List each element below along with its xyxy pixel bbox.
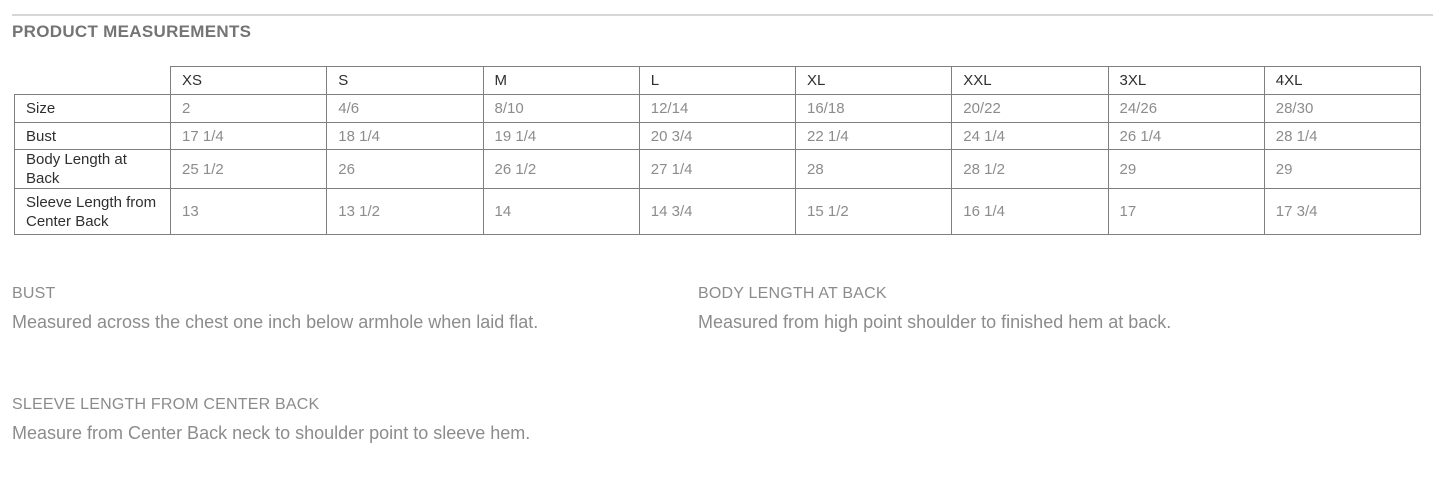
measurement-cell: 26 1/2 — [483, 150, 639, 189]
measurement-cell: 26 1/4 — [1108, 123, 1264, 150]
definition-description: Measured from high point shoulder to finished hem at back. — [698, 312, 1172, 332]
measurement-cell: 24 1/4 — [952, 123, 1108, 150]
measurement-cell: 19 1/4 — [483, 123, 639, 150]
measurement-cell: 15 1/2 — [796, 189, 952, 235]
product-measurements-section — [0, 14, 1445, 444]
measurement-cell: 22 1/4 — [796, 123, 952, 150]
measurement-cell: 20 3/4 — [639, 123, 795, 150]
definition-body-length — [698, 284, 1433, 333]
row-label-bust: Bust — [15, 123, 171, 150]
empty-cell — [698, 395, 1433, 444]
measurement-cell: 16/18 — [796, 95, 952, 123]
row-label-sleeve-length: Sleeve Length from Center Back — [15, 189, 171, 235]
measurement-cell: 27 1/4 — [639, 150, 795, 189]
section-divider — [12, 14, 1433, 16]
measurement-cell: 20/22 — [952, 95, 1108, 123]
measurement-cell: 24/26 — [1108, 95, 1264, 123]
measurement-cell: 14 3/4 — [639, 189, 795, 235]
section-title: PRODUCT MEASUREMENTS — [12, 22, 252, 41]
column-header-l: L — [639, 67, 795, 95]
column-header-s: S — [327, 67, 483, 95]
measurement-cell: 17 3/4 — [1264, 189, 1420, 235]
measurement-cell: 8/10 — [483, 95, 639, 123]
measurement-cell: 18 1/4 — [327, 123, 483, 150]
measurement-cell: 28 1/4 — [1264, 123, 1420, 150]
corner-cell — [15, 67, 171, 95]
definition-heading: BODY LENGTH AT BACK — [698, 285, 887, 302]
measurement-cell: 16 1/4 — [952, 189, 1108, 235]
column-header-xxl: XXL — [952, 67, 1108, 95]
size-chart-table — [14, 66, 1421, 235]
table-row-sleeve-length — [15, 189, 1421, 235]
measurement-cell: 26 — [327, 150, 483, 189]
measurement-cell: 25 1/2 — [171, 150, 327, 189]
column-header-3xl: 3XL — [1108, 67, 1264, 95]
measurement-cell: 17 1/4 — [171, 123, 327, 150]
measurement-cell: 17 — [1108, 189, 1264, 235]
measurement-cell: 28 1/2 — [952, 150, 1108, 189]
column-header-4xl: 4XL — [1264, 67, 1420, 95]
definition-description: Measure from Center Back neck to shoulder point to sleeve hem. — [12, 423, 531, 443]
size-chart-header-row — [15, 67, 1421, 95]
table-row-bust — [15, 123, 1421, 150]
column-header-m: M — [483, 67, 639, 95]
measurement-cell: 14 — [483, 189, 639, 235]
measurement-cell: 12/14 — [639, 95, 795, 123]
row-label-size: Size — [15, 95, 171, 123]
measurement-cell: 28 — [796, 150, 952, 189]
measurement-definitions — [12, 284, 1433, 444]
definition-heading: SLEEVE LENGTH FROM CENTER BACK — [12, 396, 320, 413]
definition-heading: BUST — [12, 285, 56, 302]
measurement-cell: 29 — [1108, 150, 1264, 189]
definition-sleeve-length — [12, 395, 698, 444]
measurement-cell: 28/30 — [1264, 95, 1420, 123]
definition-description: Measured across the chest one inch below armhole when laid flat. — [12, 312, 539, 332]
table-row-size — [15, 95, 1421, 123]
measurement-cell: 2 — [171, 95, 327, 123]
row-label-body-length: Body Length at Back — [15, 150, 171, 189]
measurement-cell: 29 — [1264, 150, 1420, 189]
column-header-xl: XL — [796, 67, 952, 95]
table-row-body-length — [15, 150, 1421, 189]
measurement-cell: 4/6 — [327, 95, 483, 123]
size-chart-container — [14, 66, 1433, 235]
measurement-cell: 13 1/2 — [327, 189, 483, 235]
measurement-cell: 13 — [171, 189, 327, 235]
column-header-xs: XS — [171, 67, 327, 95]
definition-bust — [12, 284, 698, 333]
